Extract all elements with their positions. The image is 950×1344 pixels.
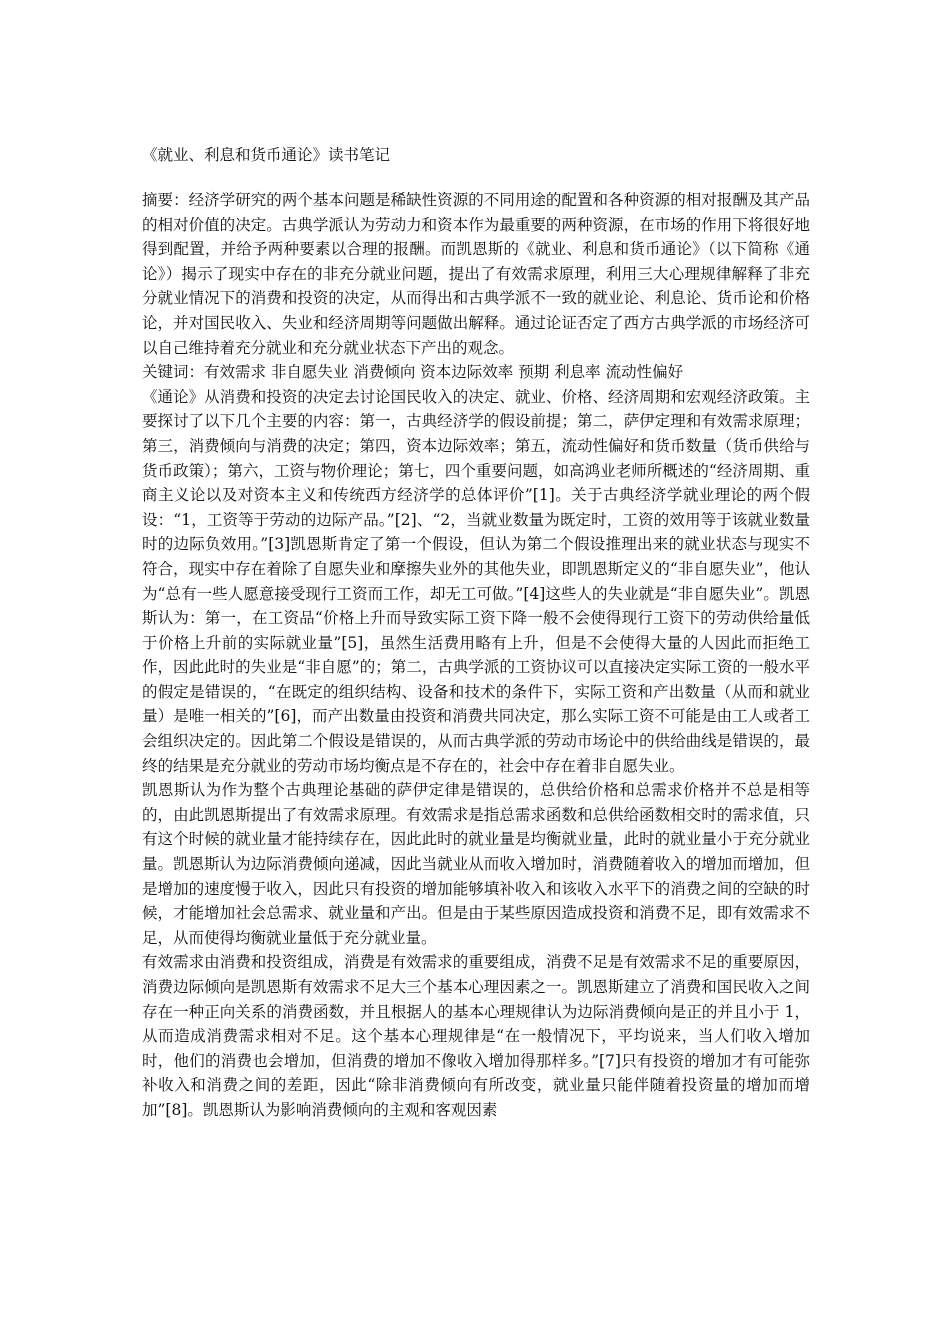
document-page: [142, 142, 810, 1123]
body-paragraph: 凯恩斯认为作为整个古典理论基础的萨伊定律是错误的，总供给价格和总需求价格并不总是相等的，由此凯恩斯提出了有效需求原理。有效需求是指总需求函数和总供给函数相交时的需求值，只有这个时候的就业量才能持续存在，因此此时的就业量是均衡就业量，此时的就业量小于充分就业量。凯恩斯认为边际消费倾向递减，因此当就业从而收入增加时，消费随着收入的增加而增加，但是增加的速度慢于收入，因此只有投资的增加能够填补收入和该收入水平下的消费之间的空缺的时候，才能增加社会总需求、就业量和产出。但是由于某些原因造成投资和消费不足，即有效需求不足，从而使得均衡就业量低于充分就业量。: [142, 781, 810, 947]
document-title: 《就业、利息和货币通论》读书笔记: [142, 146, 391, 164]
keywords-paragraph: 关键词：有效需求 非自愿失业 消费倾向 资本边际效率 预期 利息率 流动性偏好: [142, 363, 684, 382]
body-paragraph: 有效需求由消费和投资组成，消费是有效需求的重要组成，消费不足是有效需求不足的重要原因，消费边际倾向是凯恩斯有效需求不足大三个基本心理因素之一。凯恩斯建立了消费和国民收入之间存在一种正向关系的消费函数，并且根据人的基本心理规律认为边际消费倾向是正的并且小于 1，从而造成消费需求相对不足。这个基本心理规律是“在一般情况下，平均说来，当人们收入增加时，他们的消费也会增加，但消费的增加不像收入增加得那样多。”[7]只有投资的增加才有可能弥补收入和消费之间的差距，因此“除非消费倾向有所改变，就业量只能伴随着投资量的增加而增加”[8]。凯恩斯认为影响消费倾向的主观和客观因素: [142, 953, 810, 1119]
body-paragraph: 《通论》从消费和投资的决定去讨论国民收入的决定、就业、价格、经济周期和宏观经济政策。主要探讨了以下几个主要的内容：第一，古典经济学的假设前提；第二，萨伊定理和有效需求原理；第三，消费倾向与消费的决定；第四，资本边际效率；第五，流动性偏好和货币数量（货币供给与货币政策）；第六，工资与物价理论；第七，四个重要问题，如高鸿业老师所概述的“经济周期、重商主义论以及对资本主义和传统西方经济学的总体评价”[1]。关于古典经济学就业理论的两个假设：“1，工资等于劳动的边际产品。”[2]、“2，当就业数量为既定时，工资的效用等于该就业数量时的边际负效用。”[3]凯恩斯肯定了第一个假设，但认为第二个假设推理出来的就业状态与现实不符合，现实中存在着除了自愿失业和摩擦失业外的其他失业，即凯恩斯定义的“非自愿失业”，他认为“总有一些人愿意接受现行工资而工作，却无工可做。”[4]这些人的失业就是“非自愿失业”。凯恩斯认为：第一，在工资品“价格上升而导致实际工资下降一般不会使得现行工资下的劳动供给量低于价格上升前的实际就业量”[5]，虽然生活费用略有上升，但是不会使得大量的人因此而拒绝工作，因此此时的失业是“非自愿”的；第二，古典学派的工资协议可以直接决定实际工资的一般水平的假定是错误的，“在既定的组织结构、设备和技术的条件下，实际工资和产出数量（从而和就业量）是唯一相关的”[6]，而产出数量由投资和消费共同决定，那么实际工资不可能是由工人或者工会组织决定的。因此第二个假设是错误的，从而古典学派的劳动市场论中的供给曲线是错误的，最终的结果是充分就业的劳动市场均衡点是不存在的，社会中存在着非自愿失业。: [142, 387, 810, 775]
abstract-paragraph: 摘要：经济学研究的两个基本问题是稀缺性资源的不同用途的配置和各种资源的相对报酬及其产品的相对价值的决定。古典学派认为劳动力和资本作为最重要的两种资源，在市场的作用下将很好地得到配置，并给予两种要素以合理的报酬。而凯恩斯的《就业、利息和货币通论》（以下简称《通论》）揭示了现实中存在的非充分就业问题，提出了有效需求原理，利用三大心理规律解释了非充分就业情况下的消费和投资的决定，从而得出和古典学派不一致的就业论、利息论、货币论和价格论，并对国民收入、失业和经济周期等问题做出解释。通过论证否定了西方古典学派的市场经济可以自己维持着充分就业和充分就业状态下产出的观念。: [142, 191, 810, 357]
